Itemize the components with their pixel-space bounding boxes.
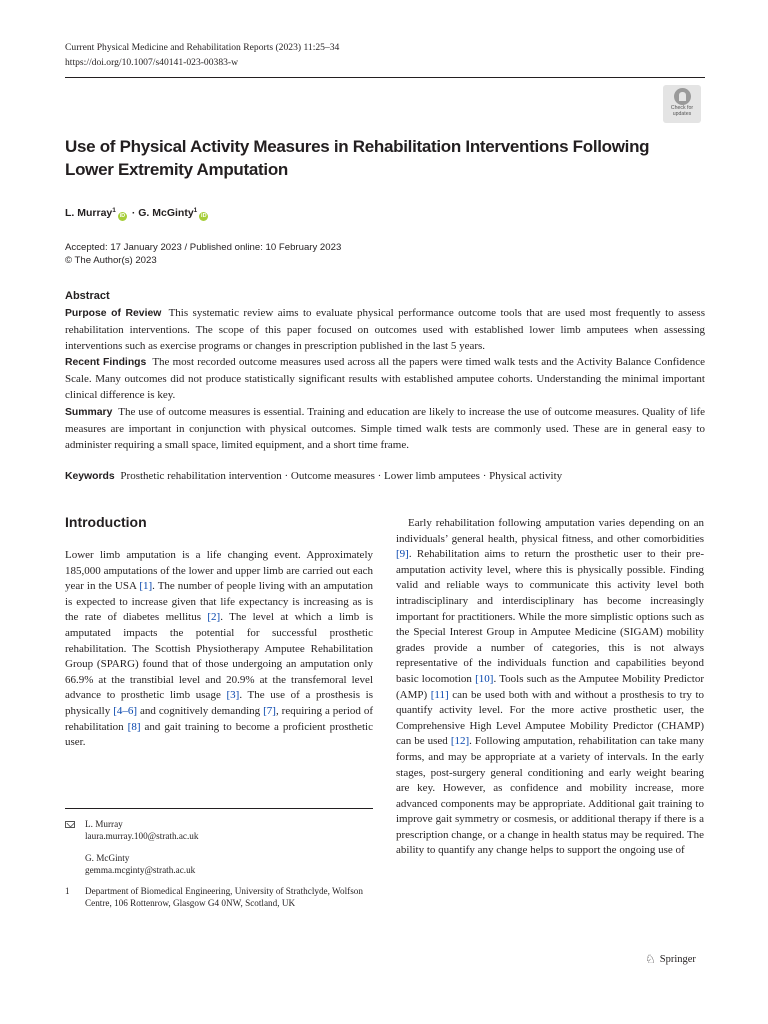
citation-link[interactable]: [2]: [207, 611, 221, 624]
contact-name: L. Murray: [85, 819, 123, 829]
publisher-name: Springer: [659, 954, 696, 965]
bookmark-icon: [674, 88, 691, 105]
body-text: . The level at which a limb is amputated impacts the potential for successful prosthetic rehabilitation. The Scottish Physiotherapy Amputee Rehabilitation Group (SPARG) found that of those undergoing an amputation only 66.9% at the transtibial level and 20.9% at the transfemoral level advance to prosthetic limb usage: [65, 611, 373, 702]
affiliation-text: Department of Biomedical Engineering, University of Strathclyde, Wolfson Centre, 106 Rottenrow, Glasgow G4 0NW, Scotland, UK: [85, 886, 363, 909]
body-text: and gait training to become a proficient prosthetic user.: [65, 720, 373, 749]
abstract-summary: [65, 404, 705, 453]
citation-link[interactable]: [4–6]: [113, 704, 138, 717]
abstract-findings: [65, 354, 705, 403]
publisher-logo: [645, 952, 696, 967]
author-name[interactable]: L. Murray: [65, 207, 113, 219]
keywords-label: Keywords: [65, 471, 115, 482]
body-text: . Rehabilitation aims to return the prosthetic user to their pre-amputation activity level, where this is physically possible. Finding valid and reliable ways to communicate this activity level both intradisciplinary and interdisciplinary has become increasingly important for practitioners. While the more simplistic options such as the Special Interest Group in Amputee Medicine (SIGAM) mobility grades provide a number of categories, this is not always representative of the individuals function and capabilities beyond basic locomotion: [396, 548, 704, 685]
abstract-purpose: [65, 305, 705, 354]
body-text: Early rehabilitation following amputation varies depending on an individuals’ general health, physical fitness, and other comorbidities: [396, 517, 704, 545]
journal-citation: Current Physical Medicine and Rehabilitation Reports (2023) 11:25–34: [65, 42, 340, 53]
affiliation-footnote: [65, 885, 373, 910]
author-affiliation-mark: 1: [193, 207, 198, 214]
footnote-divider: [65, 808, 373, 809]
citation-link[interactable]: [10]: [475, 672, 494, 685]
doi-link[interactable]: https://doi.org/10.1007/s40141-023-00383-w: [65, 57, 239, 68]
citation-link[interactable]: [7]: [263, 704, 276, 717]
check-updates-line2: updates: [672, 110, 692, 117]
keywords: [65, 468, 705, 485]
abstract-summary-label: Summary: [65, 406, 113, 418]
introduction-right-column: [396, 516, 704, 859]
affiliation-mark: 1: [65, 886, 70, 897]
journal-header: [65, 40, 705, 70]
author-list: [65, 203, 210, 221]
body-text: . The number of people living with an amputation is expected to increase given that life expectancy is increasing as is the rate of diabetes mellitus: [65, 580, 373, 624]
body-text: can be used both with and without a prosthesis to try to quantify activity level. For the more active prosthetic user, the Comprehensive High Level Amputee Mobility Predictor (CHAMP) can be used: [396, 688, 704, 748]
abstract-body: [65, 305, 705, 453]
citation-link[interactable]: [3]: [226, 689, 240, 702]
contact-email[interactable]: laura.murray.100@strath.ac.uk: [85, 831, 199, 842]
orcid-icon[interactable]: iD: [119, 213, 126, 219]
orcid-icon[interactable]: iD: [201, 213, 207, 219]
abstract-heading: Abstract: [65, 290, 110, 302]
copyright-notice: © The Author(s) 2023: [65, 255, 157, 266]
contact-name: G. McGinty: [85, 852, 130, 863]
keywords-text: Prosthetic rehabilitation intervention · Outcome measures · Lower limb amputees · Physical activity: [120, 470, 563, 482]
author-name[interactable]: G. McGinty: [138, 207, 194, 219]
citation-link[interactable]: [11]: [430, 688, 449, 701]
accepted-published-dates: Accepted: 17 January 2023 / Published online: 10 February 2023: [65, 242, 342, 253]
introduction-left-column: [65, 548, 373, 751]
envelope-icon: [65, 821, 75, 828]
body-text: . The use of a prosthesis is physically: [65, 689, 373, 717]
abstract-summary-text: The use of outcome measures is essential. Training and education are likely to increase the use of outcome measures. Quality of life measures are important in conjunction with physical outcomes. Simple timed walk tests are commonly used. These are in general easy to administer requiring a small space, limited equipment, and a short time frame.: [65, 405, 705, 451]
body-text: . Tools such as the Amputee Mobility Predictor (AMP): [396, 672, 704, 701]
body-text: . Following amputation, rehabilitation can take many forms, and may be appropriate at a variety of intervals. In the early stages, post-surgery general conditioning and early weight bearing are key. However, as confidence and mobility increase, more advanced components may be appropriate. Additional gait training to improve gait symmetry or cosmesis, or additional therapy if there is a prescription change, or a change in health status may be required. The ability to quantify any change helps to support the ongoing use of: [396, 735, 705, 857]
correspondence-contact: [65, 852, 373, 877]
correspondence-contact: [65, 818, 373, 843]
section-heading-introduction: Introduction: [65, 514, 147, 530]
body-text: Lower limb amputation is a life changing event. Approximately 185,000 amputations of the lower and upper limb are carried out each year in the USA: [65, 549, 373, 593]
publication-dates: [65, 241, 341, 267]
header-divider: [65, 77, 705, 78]
author-separator: ·: [131, 207, 136, 219]
check-updates-line1: Check for: [670, 105, 694, 111]
body-text: , requiring a period of rehabilitation: [65, 704, 374, 733]
citation-link[interactable]: [1]: [139, 580, 153, 593]
author-affiliation-mark: 1: [112, 207, 116, 214]
body-text: and cognitively demanding: [137, 704, 264, 717]
contact-email[interactable]: gemma.mcginty@strath.ac.uk: [85, 864, 196, 875]
abstract-purpose-text: This systematic review aims to evaluate physical performance outcome tools that are used most frequently to assess rehabilitation interventions. The scope of this paper focused on outcomes used with established lower limb amputees when assessing interventions such as exercise programs or changes in prescription published in the last 5 years.: [65, 307, 705, 353]
paper-title: Use of Physical Activity Measures in Rehabilitation Interventions Following Lower Extremity Amputation: [65, 137, 650, 179]
citation-link[interactable]: [9]: [396, 548, 409, 561]
citation-link[interactable]: [8]: [127, 720, 141, 733]
footnotes: [65, 818, 373, 910]
springer-horse-icon: ♘: [645, 952, 656, 966]
abstract-purpose-label: Purpose of Review: [65, 308, 162, 319]
abstract-findings-text: The most recorded outcome measures used across all the papers were timed walk tests and the Activity Balance Confidence Scale. Many outcomes did not produce statistically significant results with established amputee cohorts. Understanding the minimal important clinical difference is key.: [65, 356, 705, 402]
abstract-findings-label: Recent Findings: [65, 357, 147, 369]
citation-link[interactable]: [12]: [450, 735, 470, 748]
check-for-updates-badge[interactable]: [663, 85, 701, 123]
